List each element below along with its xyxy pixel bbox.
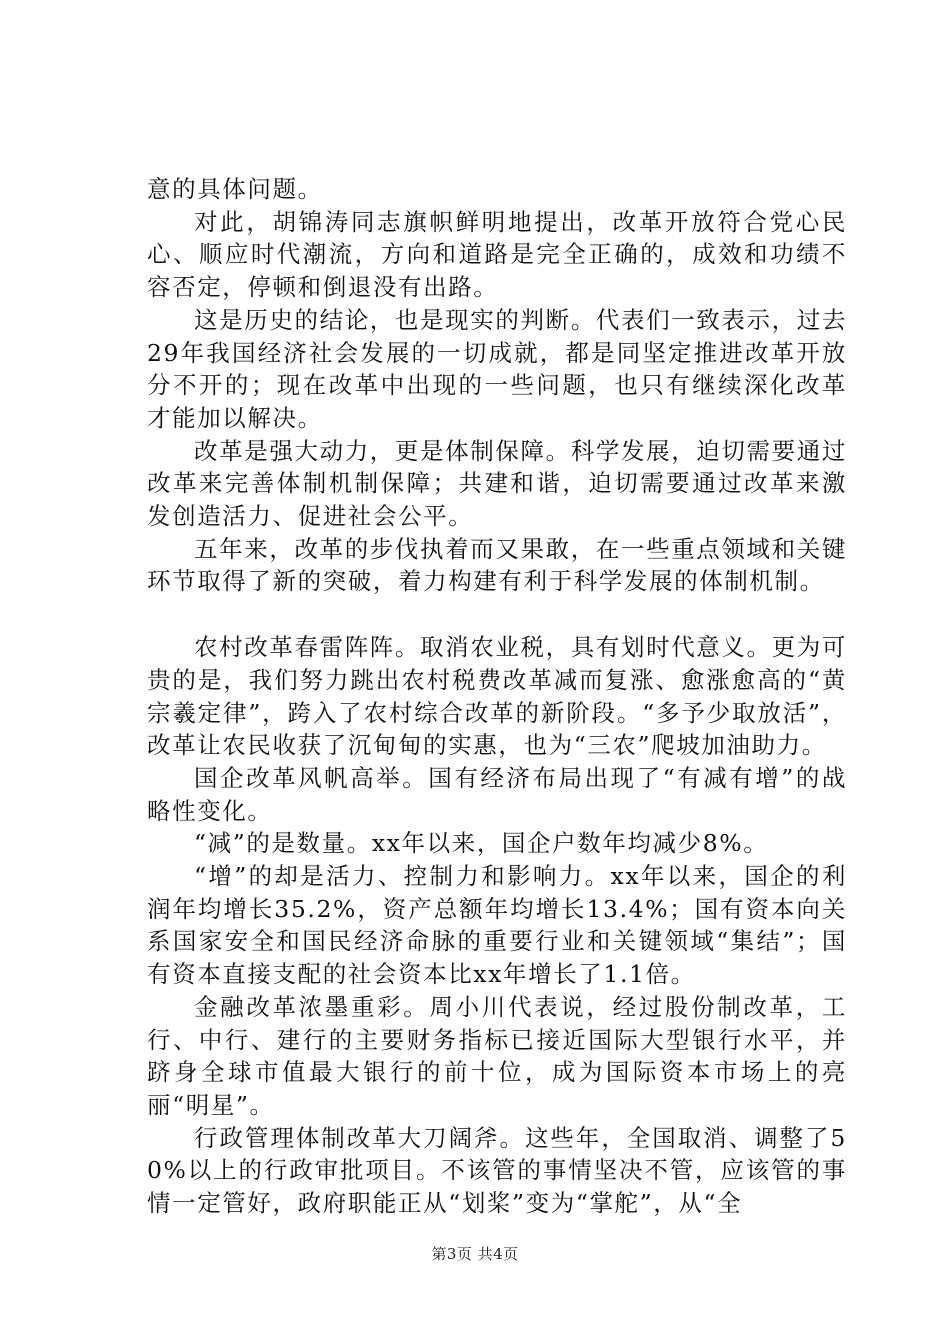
paragraph-11: 行政管理体制改革大刀阔斧。这些年，全国取消、调整了50%以上的行政审批项目。不该管的事情坚决不管，应该管的事情一定管好，政府职能正从“划桨”变为“掌舵”，从“全	[147, 1123, 847, 1218]
page-footer: 第3页 共4页	[431, 1245, 519, 1263]
paragraph-7: 国企改革风帆高举。国有经济布局出现了“有减有增”的战略性变化。	[147, 763, 847, 825]
paragraph-1: 意的具体问题。	[147, 175, 323, 203]
paragraph-5: 五年来，改革的步伐执着而又果敢，在一些重点领域和关键环节取得了新的突破，着力构建有利于科学发展的体制机制。	[147, 534, 847, 596]
paragraph-10: 金融改革浓墨重彩。周小川代表说，经过股份制改革，工行、中行、建行的主要财务指标已接近国际大型银行水平，并跻身全球市值最大银行的前十位，成为国际资本市场上的亮丽“明星”。	[147, 992, 847, 1119]
paragraph-4: 改革是强大动力，更是体制保障。科学发展，迫切需要通过改革来完善体制机制保障；共建和谐，迫切需要通过改革来激发创造活力、促进社会公平。	[147, 436, 847, 531]
paragraph-9: “增”的却是活力、控制力和影响力。xx年以来，国企的利润年均增长35.2%，资产总额年均增长13.4%；国有资本向关系国家安全和国民经济命脉的重要行业和关键领域“集结”；国有资本直接支配的社会资本比xx年增长了1.1倍。	[147, 862, 847, 989]
paragraph-gap	[147, 598, 847, 631]
document-body	[147, 173, 847, 1220]
paragraph-8: “减”的是数量。xx年以来，国企户数年均减少8%。	[194, 829, 769, 858]
paragraph-2: 对此，胡锦涛同志旗帜鲜明地提出，改革开放符合党心民心、顺应时代潮流，方向和道路是完全正确的，成效和功绩不容否定，停顿和倒退没有出路。	[147, 207, 847, 302]
paragraph-6: 农村改革春雷阵阵。取消农业税，具有划时代意义。更为可贵的是，我们努力跳出农村税费改革减而复涨、愈涨愈高的“黄宗羲定律”，跨入了农村综合改革的新阶段。“多予少取放活”，改革让农民收获了沉甸甸的实惠，也为“三农”爬坡加油助力。	[147, 633, 847, 760]
paragraph-3: 这是历史的结论，也是现实的判断。代表们一致表示，过去29年我国经济社会发展的一切成就，都是同坚定推进改革开放分不开的；现在改革中出现的一些问题，也只有继续深化改革才能加以解决。	[147, 305, 847, 432]
